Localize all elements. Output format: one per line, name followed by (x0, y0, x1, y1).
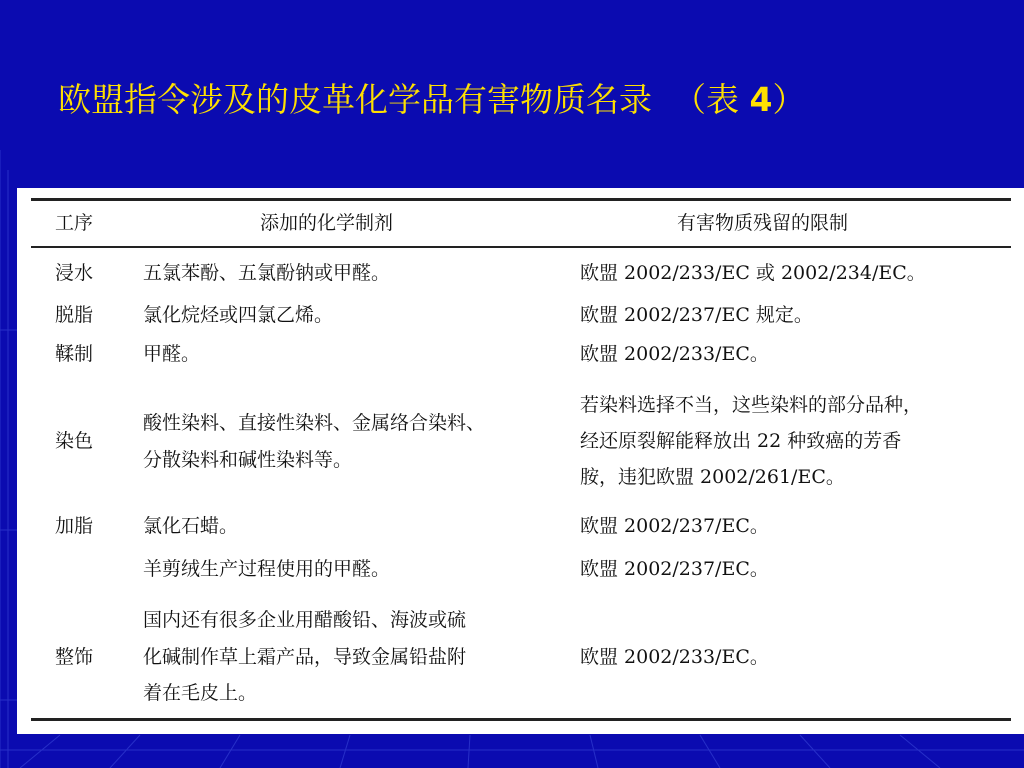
chemical-line: 化碱制作草上霜产品，导致金属铅盐附 (143, 646, 467, 668)
limit-line: 欧盟 2002/233/EC 或 2002/234/EC。 (580, 262, 926, 284)
slide-title (58, 78, 998, 122)
chemical-line: 酸性染料、直接性染料、金属络合染料、 (143, 412, 486, 434)
limit-line: 经还原裂解能释放出 22 种致癌的芳香 (580, 430, 902, 452)
chemical-line: 甲醛。 (143, 343, 201, 365)
table-image-panel (17, 188, 1024, 734)
limit-line: 欧盟 2002/233/EC。 (580, 646, 769, 668)
table-label-close: ） (772, 80, 806, 119)
process-cell: 浸水 (55, 262, 94, 284)
slide-title-text: 欧盟指令涉及的皮革化学品有害物质名录 (58, 80, 652, 119)
chemical-line: 国内还有很多企业用醋酸铅、海波或硫 (143, 609, 467, 631)
chemical-line: 羊剪绒生产过程使用的甲醛。 (143, 558, 391, 580)
process-cell: 加脂 (55, 515, 94, 537)
limit-line: 欧盟 2002/233/EC。 (580, 343, 769, 365)
chemical-line: 氯化石蜡。 (143, 515, 239, 537)
limit-line: 欧盟 2002/237/EC 规定。 (580, 304, 813, 326)
column-header-limits: 有害物质残留的限制 (677, 212, 849, 234)
process-cell: 整饰 (55, 646, 94, 668)
chemical-line: 着在毛皮上。 (143, 682, 258, 704)
process-cell: 脱脂 (55, 304, 94, 326)
table-header-rule (31, 246, 1011, 248)
table-number: 4 (749, 80, 773, 119)
chemical-line: 分散染料和碱性染料等。 (143, 449, 353, 471)
column-header-process: 工序 (55, 212, 94, 234)
chemical-line: 五氯苯酚、五氯酚钠或甲醛。 (143, 262, 391, 284)
process-cell: 染色 (55, 430, 94, 452)
table-bottom-rule (31, 718, 1011, 721)
column-header-chemicals: 添加的化学制剂 (260, 212, 394, 234)
limit-line: 若染料选择不当，这些染料的部分品种， (580, 394, 923, 416)
process-cell: 鞣制 (55, 343, 94, 365)
limit-line: 胺，违犯欧盟 2002/261/EC。 (580, 466, 845, 488)
chemical-line: 氯化烷烃或四氯乙烯。 (143, 304, 334, 326)
table-top-rule (31, 198, 1011, 201)
limit-line: 欧盟 2002/237/EC。 (580, 558, 769, 580)
table-label: （表 (672, 80, 739, 119)
limit-line: 欧盟 2002/237/EC。 (580, 515, 769, 537)
